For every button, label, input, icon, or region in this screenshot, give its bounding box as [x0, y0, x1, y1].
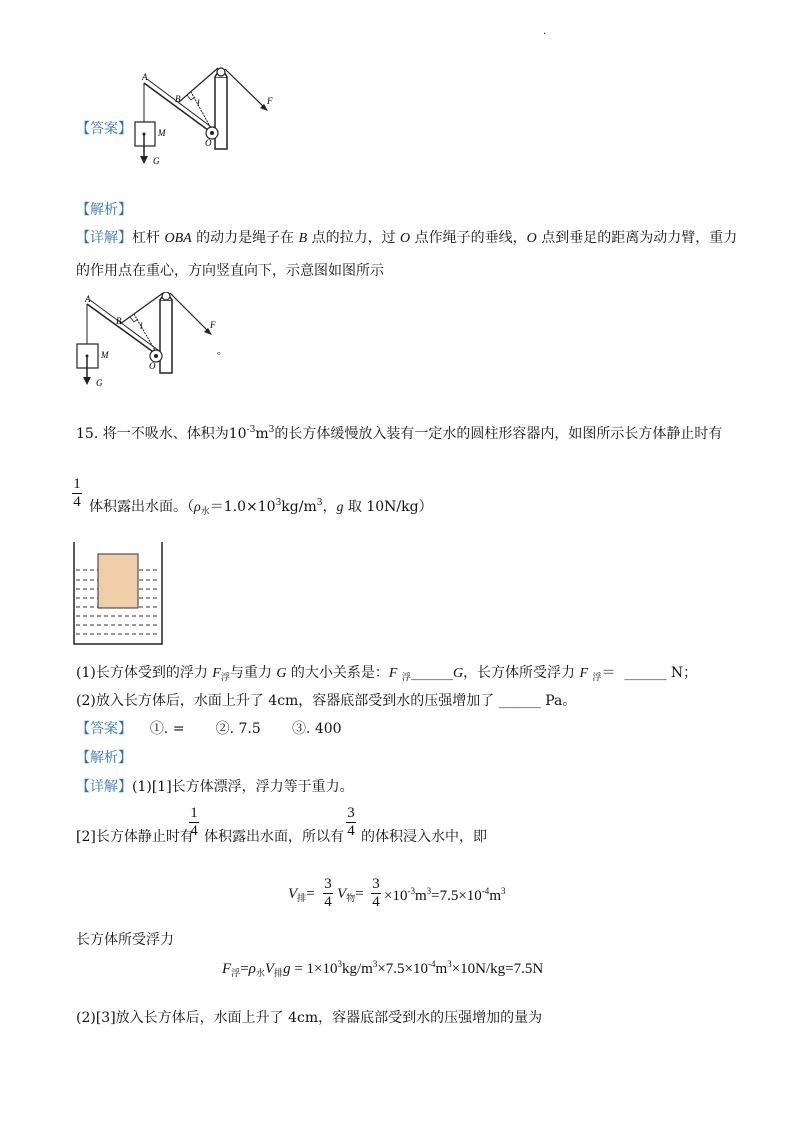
detail-2-frac-2: 3 4 — [347, 805, 355, 839]
answer-tag-1: 【答案】 — [76, 121, 132, 137]
lever-figure-1 — [125, 50, 285, 175]
pillar-shape — [215, 77, 227, 149]
label-f: F — [267, 96, 273, 106]
q15-line-2: 体积露出水面。（$\rho_水=1.0\times 10^3kg/m^3$，g 取 10N/kg） — [89, 498, 433, 517]
label-g: G — [153, 156, 160, 166]
container-figure — [72, 542, 166, 648]
analysis-tag-1: 【解析】 — [76, 202, 132, 218]
label-g-2: G — [96, 378, 103, 388]
block-shape — [98, 554, 138, 608]
equation-1-right: $\times 10^{-3}m^3=7.5\times 10^{-4}m^3$ — [384, 886, 506, 904]
page-dot: . — [543, 26, 547, 37]
blank-1[interactable]: ______ — [410, 665, 453, 681]
equation-1-mid: $V_物=$ — [337, 886, 364, 903]
figure-period: 。 — [217, 346, 227, 357]
label-o: O — [205, 138, 212, 148]
equation-1-frac-2: 3 4 — [372, 876, 380, 910]
force-label: 长方体所受浮力 — [76, 932, 174, 948]
label-l: l — [197, 98, 200, 108]
equation-1-left: $V_排=$ — [288, 886, 315, 903]
detail-2-line-2c: 的体积浸入水中，即 — [361, 829, 487, 845]
q15-line-1: 15. 将一不吸水、体积为$10^{-3}m^3$的长方体缓慢放入装有一定水的圆柱形容器内，如图所示长方体静止时有 — [76, 425, 723, 442]
analysis-tag-2: 【解析】 — [76, 750, 132, 766]
detail-2-line-2b: 体积露出水面，所以有 — [204, 829, 344, 845]
label-m: M — [158, 128, 166, 138]
pulley-shape — [217, 68, 225, 76]
label-b-2: B — [116, 316, 122, 326]
label-f-2: F — [210, 320, 216, 330]
label-b: B — [175, 94, 181, 104]
equation-1-frac-1: 3 4 — [324, 876, 332, 910]
detail-1-line-2: 的作用点在重心，方向竖直向下，示意图如图所示 — [76, 263, 384, 279]
label-a: A — [142, 72, 148, 82]
blank-2[interactable]: ______ — [624, 665, 667, 681]
label-o-2: O — [149, 361, 156, 371]
label-m-2: M — [101, 350, 109, 360]
detail-2-frac-1: 1 4 — [190, 805, 198, 839]
q15-fraction: 1 4 — [73, 476, 81, 510]
blank-3[interactable]: ______ — [498, 693, 541, 709]
q15-part-1: (1)长方体受到的浮力 $F_浮$与重力 G 的大小关系是：F $_浮$______G，长方体所受浮力 F $_浮$＝ ______ N； — [76, 665, 698, 683]
label-a-2: A — [85, 294, 91, 304]
answer-2: 【答案】 ①. = ②. 7.5 ③. 400 — [76, 721, 342, 737]
detail-2-line-2a: [2]长方体静止时有 — [76, 829, 194, 845]
part-2-line: (2)[3]放入长方体后，水面上升了 4cm，容器底部受到水的压强增加的量为 — [76, 1010, 543, 1026]
detail-1-line-1: 【详解】杠杆 OBA 的动力是绳子在 B 点的拉力，过 O 点作绳子的垂线，O 点到垂足的距离为动力臂，重力 — [76, 230, 738, 246]
label-l-2: l — [140, 321, 143, 331]
detail-2-line-1: 【详解】(1)[1]长方体漂浮，浮力等于重力。 — [76, 779, 354, 795]
equation-2: $F_浮=\rho_水V_排g = 1\times 10^3kg/m^3\times 7.5\times 10^{-4}m^3\times 10N/kg=7.5N$ — [222, 959, 544, 978]
lever-figure-2 — [72, 292, 242, 390]
q15-part-2: (2)放入长方体后，水面上升了 4cm，容器底部受到水的压强增加了 ______ Pa。 — [76, 693, 577, 709]
